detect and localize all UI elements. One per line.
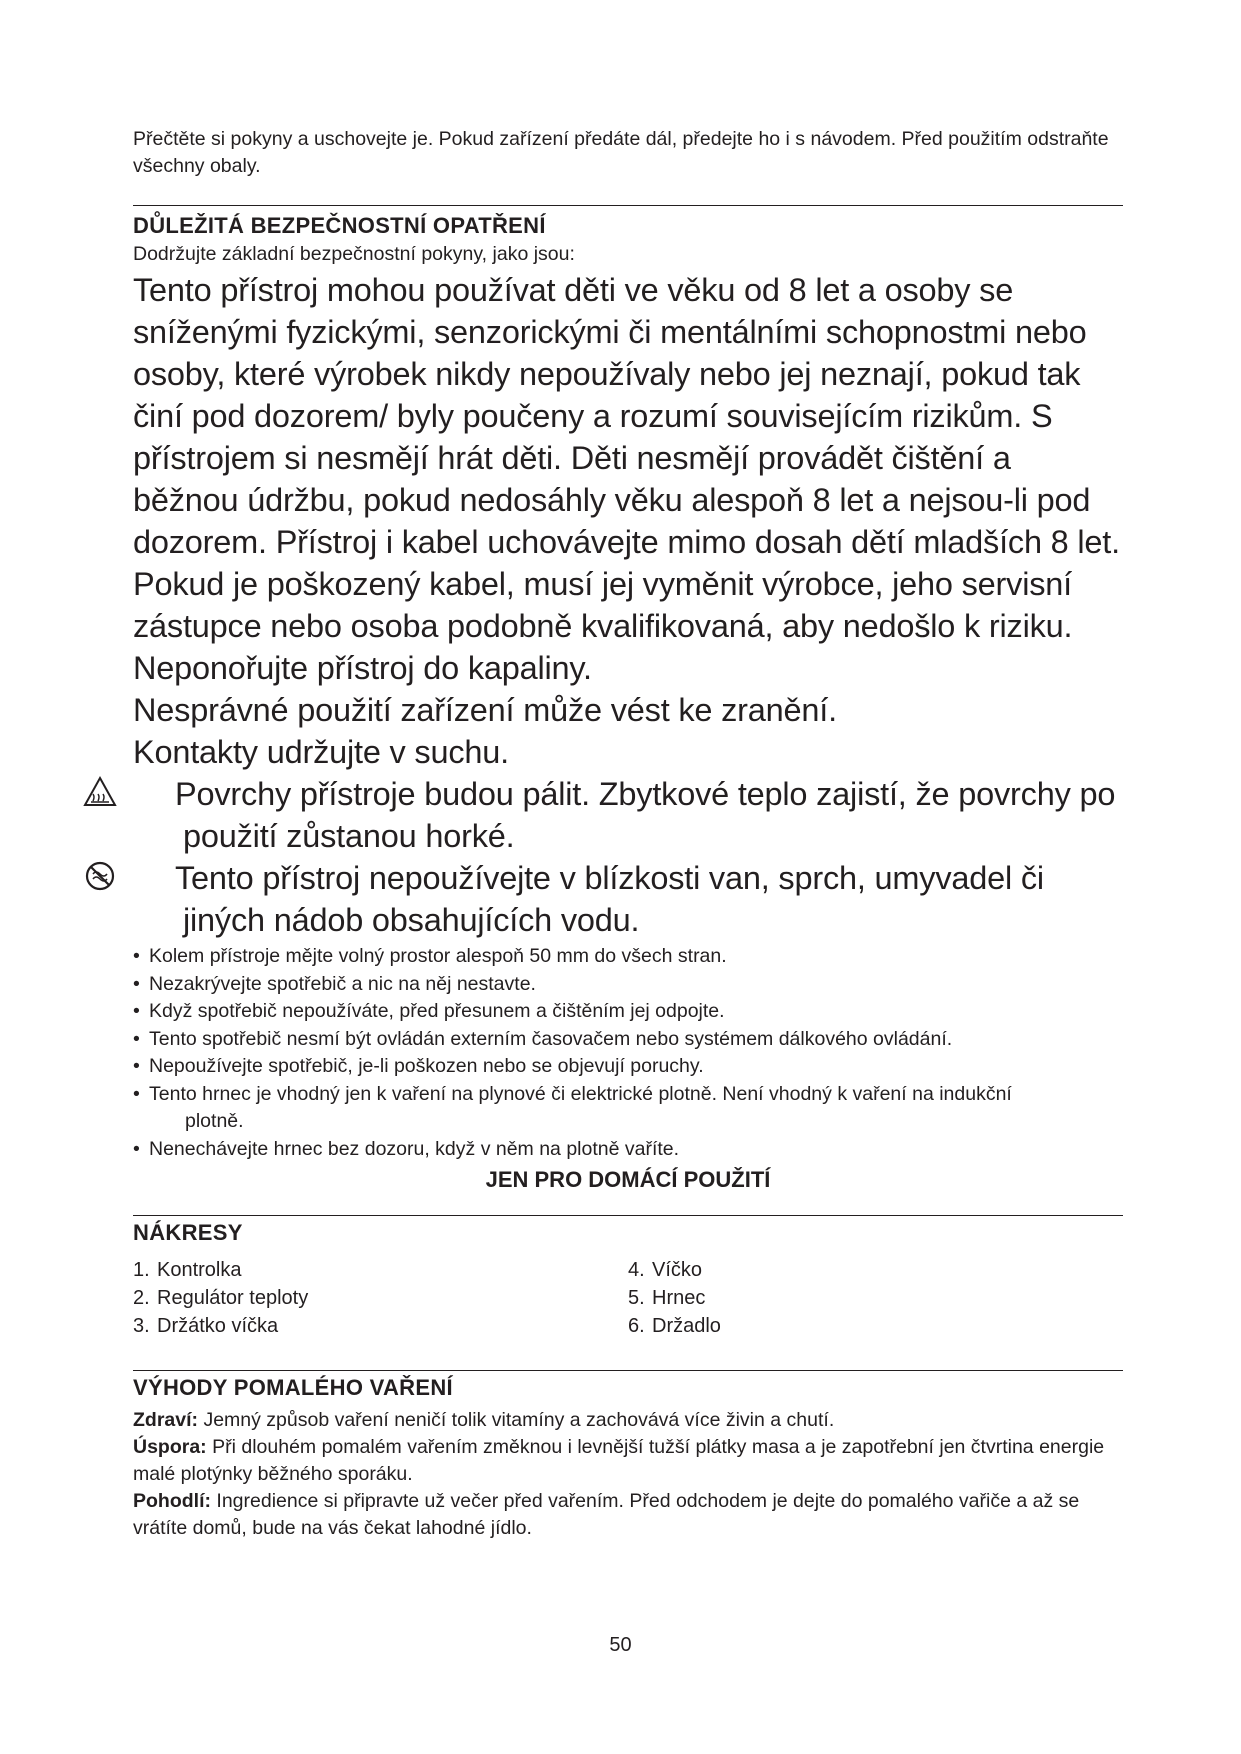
benefit-comfort: [133, 1488, 1123, 1542]
safety-water-warning: [133, 857, 1123, 941]
list-item: • Tento spotřebič nesmí být ovládán externím časovačem nebo systémem dálkového ovládání.: [133, 1026, 1123, 1054]
no-water-icon: [133, 859, 167, 893]
item-label: Víčko: [652, 1259, 703, 1281]
item-label: Kontrolka: [157, 1259, 242, 1281]
item-number: 3.: [133, 1315, 150, 1337]
intro-text: Přečtěte si pokyny a uschovejte je. Pokud zařízení předáte dál, předejte ho i s návodem. Před použitím odstraňte všechny obaly.: [133, 128, 1109, 177]
item-number: 4.: [628, 1259, 645, 1281]
list-item: [133, 1284, 628, 1312]
safety-cable-warning: Pokud je poškozený kabel, musí jej vyměnit výrobce, jeho servisní zástupce nebo osoba podobně kvalifikovaná, aby nedošlo k riziku.: [133, 566, 1073, 644]
benefit-label: Pohodlí:: [133, 1490, 211, 1512]
safety-children-warning: Tento přístroj mohou používat děti ve věku od 8 let a osoby se sníženými fyzickými, senzorickými či mentálními schopnostmi nebo osoby, které výrobek nikdy nepoužívaly nebo jej neznají, pokud tak činí pod dozorem/ byly poučeny a rozumí souvisejícím rizikům. S přístrojem si nesmějí hrát děti. Děti nesmějí provádět čištění a běžnou údržbu, pokud nedosáhly věku alespoň 8 let a nejsou-li pod dozorem. Přístroj i kabel uchovávejte mimo dosah dětí mladších 8 let.: [133, 272, 1120, 560]
hot-surface-icon: [133, 775, 167, 809]
section-divider: [133, 1370, 1123, 1371]
domestic-use-notice: JEN PRO DOMÁCÍ POUŽITÍ: [485, 1167, 771, 1192]
list-item-text: Tento hrnec je vhodný jen k vaření na plynové či elektrické plotně. Není vhodný k vaření na indukční: [149, 1082, 1012, 1105]
safety-misuse-warning: Nesprávné použití zařízení může vést ke zranění.: [133, 692, 837, 728]
section-divider: [133, 1215, 1123, 1216]
list-item: [133, 1081, 1123, 1136]
drawings-list: [133, 1256, 1123, 1340]
list-item-continuation: plotně.: [185, 1110, 244, 1132]
page-number: 50: [609, 1634, 632, 1656]
benefit-health: [133, 1407, 1123, 1434]
no-water-text: Tento přístroj nepoužívejte v blízkosti van, sprch, umyvadel či jiných nádob obsahujících vodu.: [175, 860, 1044, 938]
safety-contacts-warning: Kontakty udržujte v suchu.: [133, 734, 509, 770]
item-label: Držadlo: [652, 1315, 721, 1337]
benefit-text: Ingredience si připravte už večer před vařením. Před odchodem je dejte do pomalého vařiče a až se vrátíte domů, bude na vás čekat lahodné jídlo.: [133, 1490, 1080, 1539]
safety-subheading: Dodržujte základní bezpečnostní pokyny, jako jsou:: [133, 243, 575, 265]
safety-hot-surface-warning: [133, 773, 1123, 857]
benefit-text: Při dlouhém pomalém vařením změknou i levnější tužší plátky masa a je zapotřební jen čtvrtina energie malé plotýnky běžného sporáku.: [133, 1436, 1105, 1485]
drawings-column-left: [133, 1256, 628, 1340]
list-item: [133, 1256, 628, 1284]
benefit-text: Jemný způsob vaření neničí tolik vitamíny a zachovává více živin a chutí.: [203, 1409, 835, 1431]
benefit-label: Zdraví:: [133, 1409, 199, 1431]
item-label: Držátko víčka: [157, 1315, 279, 1337]
list-item: [628, 1256, 1123, 1284]
safety-heading: DŮLEŽITÁ BEZPEČNOSTNÍ OPATŘENÍ: [133, 213, 546, 238]
list-item: [628, 1312, 1123, 1340]
item-label: Hrnec: [652, 1287, 706, 1309]
item-label: Regulátor teploty: [157, 1287, 309, 1309]
safety-bullet-list: [133, 943, 1123, 1163]
item-number: 5.: [628, 1287, 645, 1309]
hot-surface-text: Povrchy přístroje budou pálit. Zbytkové teplo zajistí, že povrchy po použití zůstanou horké.: [175, 776, 1116, 854]
manual-page: [133, 126, 1123, 1542]
benefits-heading: VÝHODY POMALÉHO VAŘENÍ: [133, 1375, 453, 1400]
drawings-heading: NÁKRESY: [133, 1220, 243, 1245]
drawings-column-right: [628, 1256, 1123, 1340]
benefit-label: Úspora:: [133, 1436, 207, 1458]
item-number: 2.: [133, 1287, 150, 1309]
list-item: [133, 1312, 628, 1340]
list-item: [628, 1284, 1123, 1312]
list-item: • Kolem přístroje mějte volný prostor alespoň 50 mm do všech stran.: [133, 943, 1123, 971]
list-item: • Nezakrývejte spotřebič a nic na něj nestavte.: [133, 971, 1123, 999]
item-number: 1.: [133, 1259, 150, 1281]
item-number: 6.: [628, 1315, 645, 1337]
safety-immersion-warning: Neponořujte přístroj do kapaliny.: [133, 650, 592, 686]
section-divider: [133, 205, 1123, 206]
list-item: • Nepoužívejte spotřebič, je-li poškozen nebo se objevují poruchy.: [133, 1053, 1123, 1081]
list-item: • Nenechávejte hrnec bez dozoru, když v něm na plotně vaříte.: [133, 1136, 1123, 1164]
list-item: • Když spotřebič nepoužíváte, před přesunem a čištěním jej odpojte.: [133, 998, 1123, 1026]
benefit-saving: [133, 1434, 1123, 1488]
